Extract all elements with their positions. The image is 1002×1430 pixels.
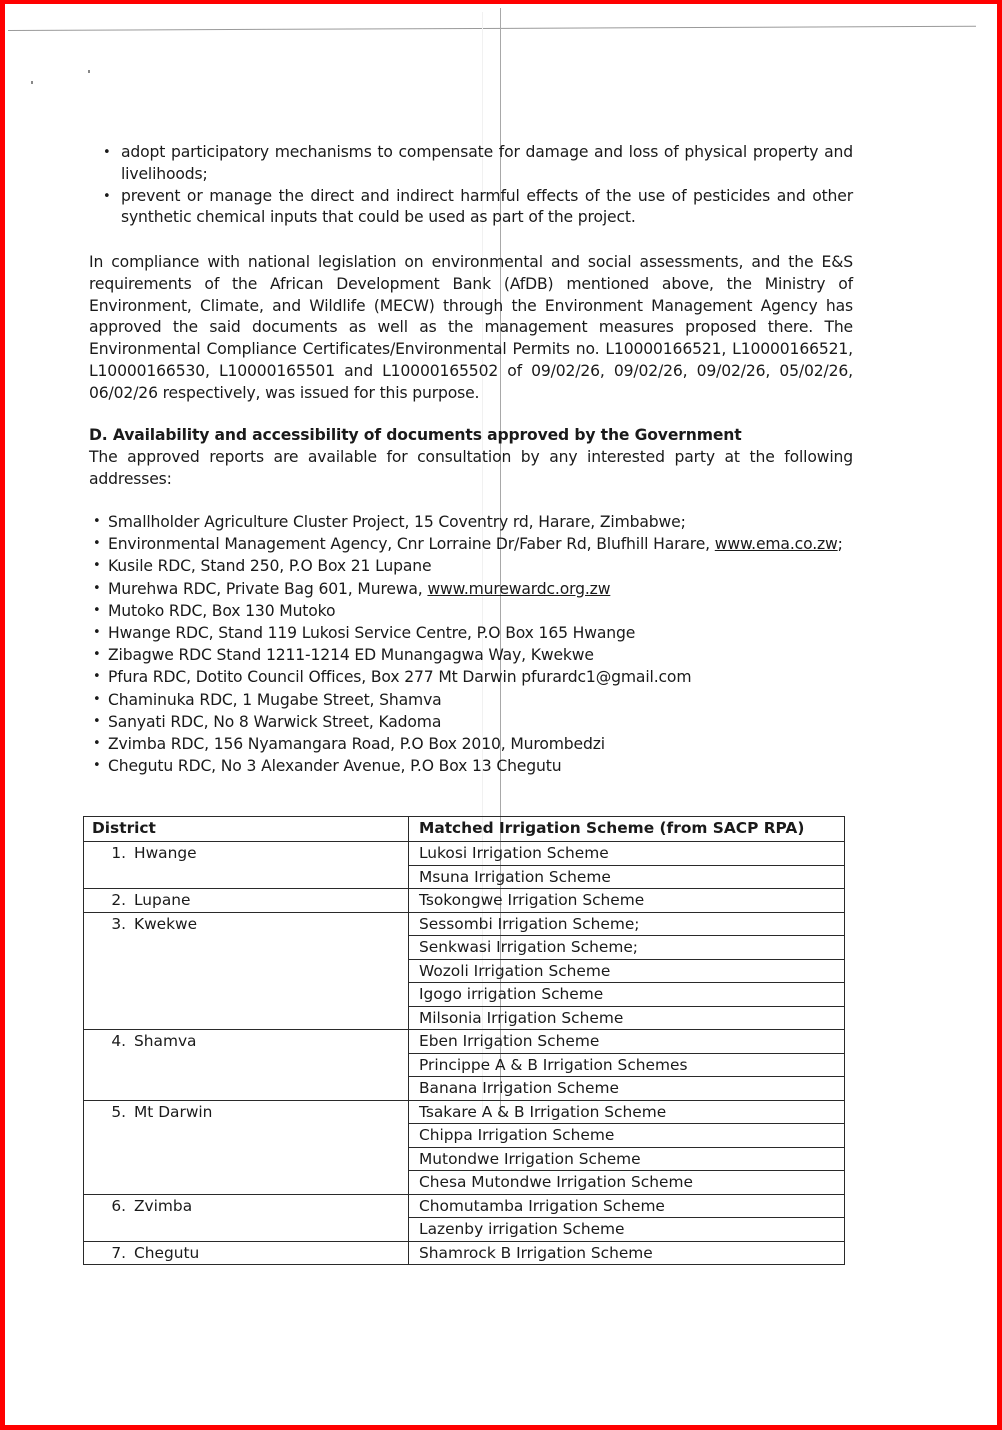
scan-speck [31, 81, 33, 84]
table-row [84, 1053, 845, 1077]
address-suffix: ; [837, 535, 843, 554]
address-text: Zvimba RDC, 156 Nyamangara Road, P.O Box 2010, Murombedzi [108, 735, 605, 754]
bullet-item: • prevent or manage the direct and indirect harmful effects of the use of pesticides and other synthetic chemical inputs that could be used as part of the project. [93, 186, 853, 230]
table-row [84, 959, 845, 983]
address-text: Kusile RDC, Stand 250, P.O Box 21 Lupane [108, 557, 432, 576]
address-list [88, 511, 853, 777]
district-name: Kwekwe [134, 914, 198, 933]
table-row [84, 1171, 845, 1195]
bullet-item: • adopt participatory mechanisms to compensate for damage and loss of physical property and livelihoods; [93, 142, 853, 186]
address-item [88, 555, 853, 577]
district-cell [84, 1147, 409, 1171]
scheme-cell: Senkwasi Irrigation Scheme; [409, 936, 845, 960]
table-row [84, 842, 845, 866]
table-header-row [84, 817, 845, 842]
scheme-cell: Banana Irrigation Scheme [409, 1077, 845, 1101]
scheme-cell: Wozoli Irrigation Scheme [409, 959, 845, 983]
district-cell [84, 959, 409, 983]
district-cell [84, 1241, 409, 1265]
section-d-heading: D. Availability and accessibility of documents approved by the Government [89, 426, 742, 444]
district-number: 6. [111, 1196, 126, 1215]
scheme-cell: Eben Irrigation Scheme [409, 1030, 845, 1054]
address-item [88, 600, 853, 622]
district-cell [84, 1194, 409, 1218]
district-name: Chegutu [134, 1243, 200, 1262]
top-bullet-list [93, 142, 853, 229]
address-item [88, 689, 853, 711]
district-cell [84, 1100, 409, 1124]
scheme-cell: Chippa Irrigation Scheme [409, 1124, 845, 1148]
table-row [84, 889, 845, 913]
district-cell [84, 1006, 409, 1030]
address-item [88, 622, 853, 644]
scheme-cell: Milsonia Irrigation Scheme [409, 1006, 845, 1030]
address-item [88, 578, 853, 600]
table-row [84, 1124, 845, 1148]
scheme-cell: Tsokongwe Irrigation Scheme [409, 889, 845, 913]
district-cell [84, 936, 409, 960]
scheme-cell: Lazenby irrigation Scheme [409, 1218, 845, 1242]
address-text: Smallholder Agriculture Cluster Project, 15 Coventry rd, Harare, Zimbabwe; [108, 513, 686, 531]
scheme-cell: Tsakare A & B Irrigation Scheme [409, 1100, 845, 1124]
scheme-cell: Princippe A & B Irrigation Schemes [409, 1053, 845, 1077]
header-district: District [84, 817, 409, 842]
table-row [84, 1006, 845, 1030]
document-page [5, 4, 997, 1425]
address-text: Zibagwe RDC Stand 1211-1214 ED Munangagwa Way, Kwekwe [108, 646, 594, 665]
district-cell [84, 889, 409, 913]
header-rule [8, 26, 976, 31]
table-row [84, 1194, 845, 1218]
address-text: Sanyati RDC, No 8 Warwick Street, Kadoma [108, 712, 442, 731]
district-cell [84, 1053, 409, 1077]
scheme-cell: Sessombi Irrigation Scheme; [409, 912, 845, 936]
table-row [84, 1100, 845, 1124]
district-cell [84, 1030, 409, 1054]
district-cell [84, 1171, 409, 1195]
header-scheme: Matched Irrigation Scheme (from SACP RPA) [409, 817, 845, 842]
address-link[interactable]: www.ema.co.zw [714, 535, 838, 554]
table-row [84, 912, 845, 936]
district-number: 3. [111, 914, 126, 933]
address-item [88, 755, 853, 777]
scheme-cell: Msuna Irrigation Scheme [409, 865, 845, 889]
scheme-cell: Mutondwe Irrigation Scheme [409, 1147, 845, 1171]
scheme-cell: Chomutamba Irrigation Scheme [409, 1194, 845, 1218]
district-name: Mt Darwin [134, 1102, 213, 1121]
district-cell [84, 842, 409, 866]
address-text: Hwange RDC, Stand 119 Lukosi Service Centre, P.O Box 165 Hwange [108, 624, 636, 643]
district-name: Zvimba [134, 1196, 193, 1215]
scheme-cell: Shamrock B Irrigation Scheme [409, 1241, 845, 1265]
table-row [84, 1241, 845, 1265]
scan-speck [88, 70, 90, 73]
table-row [84, 1147, 845, 1171]
address-text: Chegutu RDC, No 3 Alexander Avenue, P.O Box 13 Chegutu [108, 757, 562, 776]
section-d-intro: The approved reports are available for consultation by any interested party at the following addresses: [89, 448, 853, 488]
district-number: 7. [111, 1243, 126, 1262]
district-cell [84, 1077, 409, 1101]
compliance-paragraph: In compliance with national legislation on environmental and social assessments, and the E&S requirements of the African Development Bank (AfDB) mentioned above, the Ministry of Environment, Climate, and Wildlife (MECW) through the Environment Management Agency has approved the said documents as well as the management measures proposed there. The Environmental Compliance Certificates/Environmental Permits no. L10000166521, L10000166521, L10000166530, L10000165501 and L10000165502 of 09/02/26, 09/02/26, 09/02/26, 05/02/26, 06/02/26 respectively, was issued for this purpose. [89, 253, 853, 402]
scheme-cell: Chesa Mutondwe Irrigation Scheme [409, 1171, 845, 1195]
district-number: 5. [111, 1102, 126, 1121]
district-number: 4. [111, 1032, 126, 1050]
district-number: 2. [111, 891, 126, 909]
address-text: Murehwa RDC, Private Bag 601, Murewa, [108, 579, 428, 598]
address-item [88, 644, 853, 666]
address-text: Mutoko RDC, Box 130 Mutoko [108, 601, 336, 620]
district-number: 1. [111, 844, 126, 862]
table-row [84, 1218, 845, 1242]
table-row [84, 865, 845, 889]
district-cell [84, 912, 409, 936]
address-item [88, 533, 853, 555]
address-item [88, 666, 853, 688]
address-text: Pfura RDC, Dotito Council Offices, Box 277 Mt Darwin pfurardc1@gmail.com [108, 668, 692, 687]
table-row [84, 983, 845, 1007]
district-cell [84, 1124, 409, 1148]
district-scheme-table [83, 816, 845, 1265]
district-name: Shamva [134, 1032, 197, 1050]
district-cell [84, 865, 409, 889]
district-cell [84, 1218, 409, 1242]
table-row [84, 936, 845, 960]
table-row [84, 1077, 845, 1101]
address-text: Chaminuka RDC, 1 Mugabe Street, Shamva [108, 690, 442, 709]
table-row [84, 1030, 845, 1054]
address-item [88, 711, 853, 733]
address-link[interactable]: www.murewardc.org.zw [427, 579, 611, 598]
address-text: Environmental Management Agency, Cnr Lorraine Dr/Faber Rd, Blufhill Harare, [108, 535, 715, 554]
address-item [88, 733, 853, 755]
district-cell [84, 983, 409, 1007]
scheme-cell: Lukosi Irrigation Scheme [409, 842, 845, 866]
address-item [88, 511, 853, 533]
district-name: Hwange [134, 844, 197, 862]
scheme-cell: Igogo irrigation Scheme [409, 983, 845, 1007]
district-name: Lupane [134, 891, 191, 909]
